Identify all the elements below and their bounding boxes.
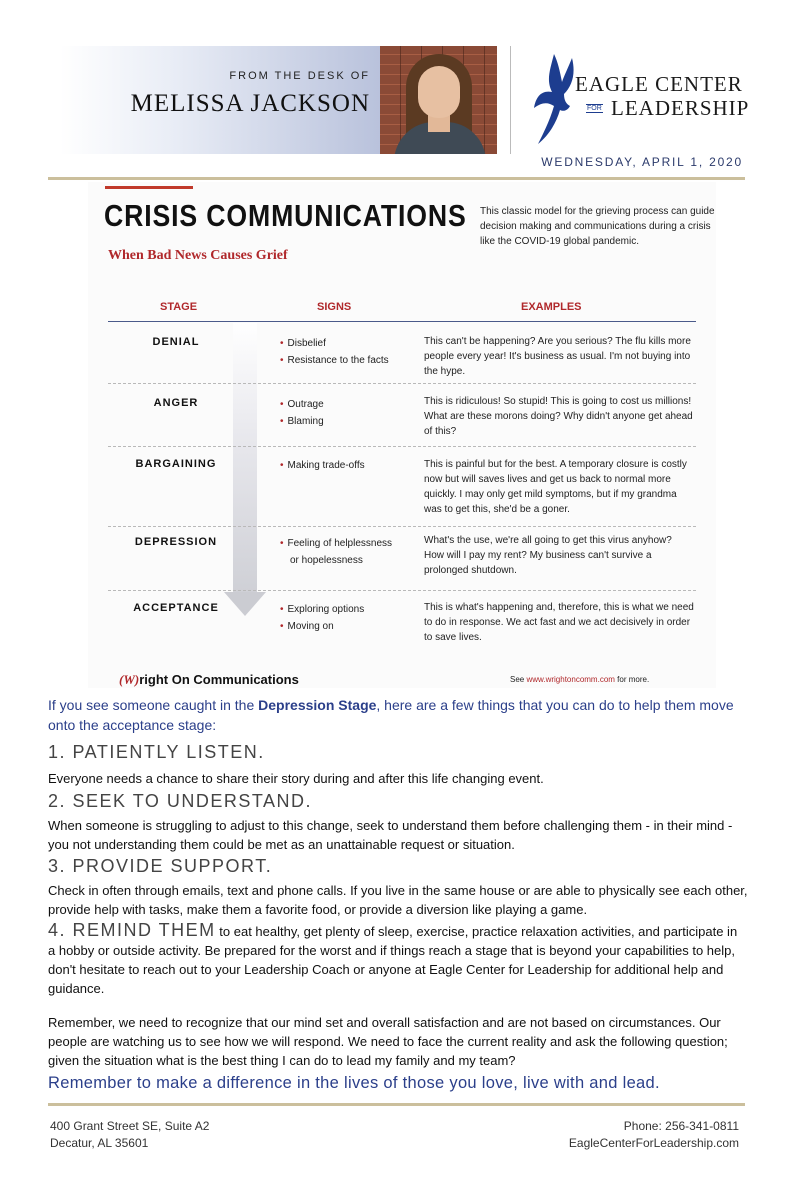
row-divider	[108, 446, 696, 447]
sign-item: • Disbelief	[280, 338, 326, 349]
sign-item-continued: or hopelessness	[290, 555, 363, 566]
footer-contact	[569, 1118, 739, 1152]
title-accent-bar	[105, 186, 193, 189]
sign-item: • Outrage	[280, 399, 324, 410]
eagle-logo-icon	[532, 50, 582, 146]
sign-item: • Feeling of helplessness	[280, 538, 393, 549]
column-header-signs: SIGNS	[317, 301, 352, 313]
table-header-rule	[108, 321, 696, 322]
sign-item: • Moving on	[280, 621, 334, 632]
column-header-stage: STAGE	[160, 301, 198, 313]
step1-text: Everyone needs a chance to share their story during and after this life changing event.	[48, 771, 544, 786]
step2-text: When someone is struggling to adjust to this change, seek to understand them before challenging them - in their mind - you not understanding them could be met as an unattainable request or situation.	[48, 818, 733, 852]
step4-heading: 4. REMIND THEM	[48, 920, 216, 940]
step3-text: Check in often through emails, text and phone calls. If you live in the same house or are able to physically see each other, provide help with tasks, make them a favorite food, or provide a diversion like playing a game.	[48, 883, 748, 917]
infographic-description: This classic model for the grieving process can guide decision making and communications during a crisis like the COVID-19 global pandemic.	[480, 206, 715, 247]
row-divider	[108, 383, 696, 384]
stage-label: ANGER	[153, 397, 199, 409]
step2-heading: 2. SEEK TO UNDERSTAND.	[48, 791, 313, 811]
address-line1: 400 Grant Street SE, Suite A2	[50, 1119, 210, 1133]
infographic-title: CRISIS COMMUNICATIONS	[104, 198, 467, 233]
author-name: MELISSA JACKSON	[130, 90, 370, 117]
source-note: See www.wrightoncomm.com for more.	[510, 675, 650, 684]
header-rule	[48, 177, 745, 180]
sign-item: • Exploring options	[280, 604, 365, 615]
stage-example: This is what's happening and, therefore, this is what we need to do in response. We act fast and we act decisively in order to save lives.	[424, 602, 694, 643]
remember-paragraph: Remember, we need to recognize that our mind set and overall satisfaction and are not based on circumstances. Our people are watching us to see how we will respond. We need to face the current reality and ask the following question; given the situation what is the best thing I can do to lead my family and my team?	[48, 1015, 728, 1068]
from-desk-label: FROM THE DESK OF	[229, 70, 370, 82]
header-divider	[510, 46, 511, 154]
sign-item: • Blaming	[280, 416, 324, 427]
step1-heading: 1. PATIENTLY LISTEN.	[48, 742, 265, 762]
stage-example: This is ridiculous! So stupid! This is going to cost us millions! What are these morons doing? Why didn't anyone get ahead of this?	[424, 396, 693, 437]
sign-item: • Resistance to the facts	[280, 355, 389, 366]
newsletter-date: WEDNESDAY, APRIL 1, 2020	[541, 155, 743, 169]
infographic-subtitle: When Bad News Causes Grief	[108, 248, 288, 263]
row-divider	[108, 526, 696, 527]
wright-on-logo: (W)right On Communications	[119, 672, 299, 687]
org-name-for: FOR	[587, 105, 602, 112]
stage-label: BARGAINING	[135, 458, 217, 470]
stage-label: ACCEPTANCE	[133, 602, 219, 614]
author-photo	[380, 46, 497, 154]
footer-address	[50, 1118, 209, 1152]
step4-paragraph: 4. REMIND THEM to eat healthy, get plenty of sleep, exercise, practice relaxation activities, and participate in a hobby or outside activity. Be prepared for the worst and if things reach a stage that is beyond your capabilities to help, don't hesitate to reach out to your Leadership Coach or anyone at Eagle Center for Leadership for additional help and guidance.	[48, 920, 738, 996]
stage-example: This can't be happening? Are you serious? The flu kills more people every year! It's business as usual. I'm not buying into the hype.	[424, 336, 691, 377]
org-name-line1: EAGLE CENTER	[575, 72, 743, 96]
sign-item: • Making trade-offs	[280, 460, 365, 471]
intro-paragraph: If you see someone caught in the Depression Stage, here are a few things that you can do to help them move onto the acceptance stage:	[48, 697, 734, 733]
column-header-examples: EXAMPLES	[521, 301, 582, 313]
footer-phone: Phone: 256-341-0811	[623, 1119, 739, 1133]
stage-label: DENIAL	[152, 336, 200, 348]
stage-example: What's the use, we're all going to get this virus anyhow? How will I pay my rent? My business can't survive a prolonged shutdown.	[424, 535, 672, 576]
closing-tagline: Remember to make a difference in the lives of those you love, live with and lead.	[48, 1074, 660, 1092]
stage-label: DEPRESSION	[134, 536, 218, 548]
address-line2: Decatur, AL 35601	[50, 1136, 149, 1150]
stage-example: This is painful but for the best. A temporary closure is costly now but will saves lives and get us back to normal more quickly. I may only get mild symptoms, but if my grandma was to get this, she'd be a goner.	[424, 459, 687, 515]
source-link[interactable]: www.wrightoncomm.com	[526, 675, 615, 684]
step3-heading: 3. PROVIDE SUPPORT.	[48, 856, 273, 876]
footer-website[interactable]: EagleCenterForLeadership.com	[568, 1136, 739, 1150]
org-name-line2: LEADERSHIP	[611, 96, 750, 120]
footer-rule	[48, 1103, 745, 1106]
row-divider	[108, 590, 696, 591]
